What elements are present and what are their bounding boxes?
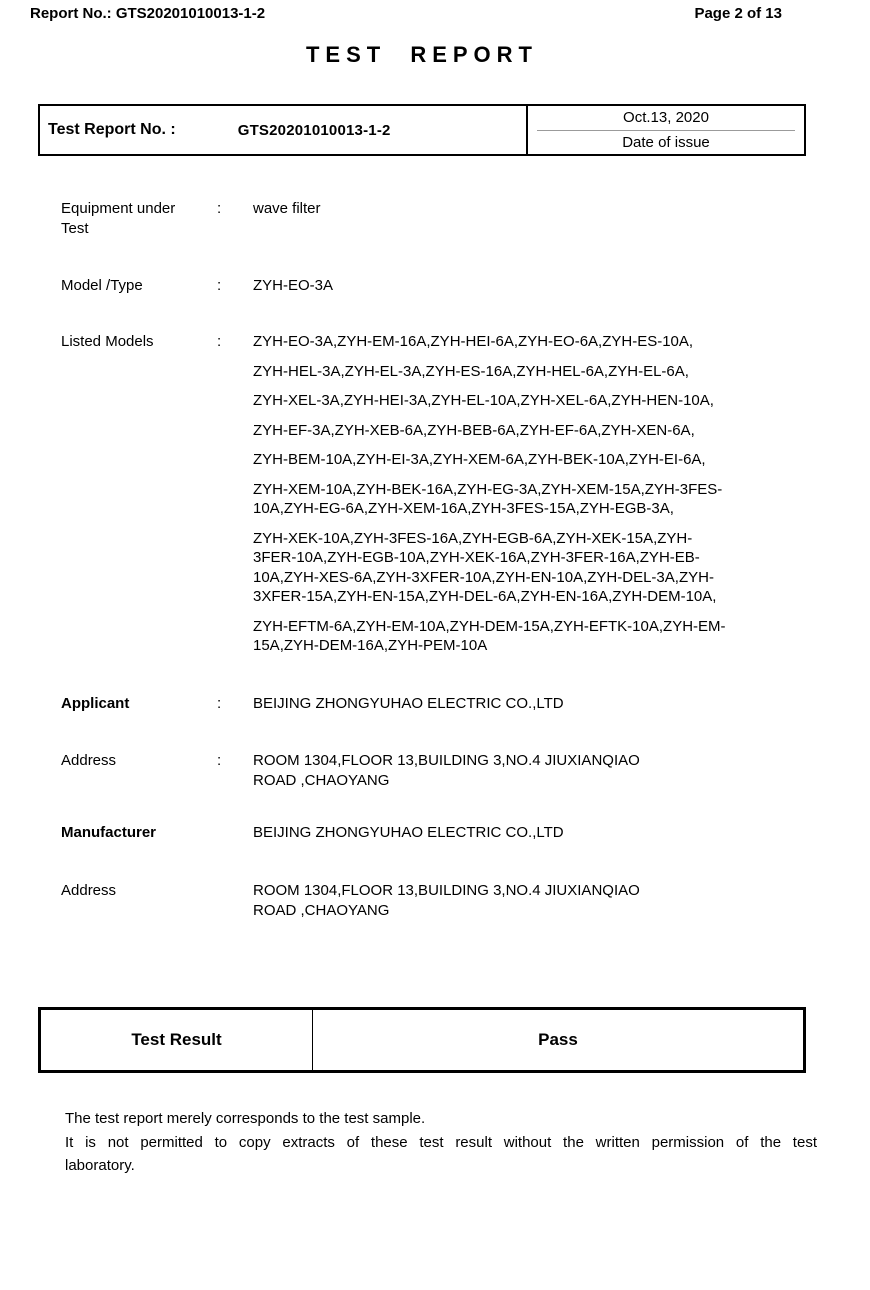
model-type-value: ZYH-EO-3A xyxy=(253,277,334,294)
report-number-cell xyxy=(40,106,528,154)
address-line: ROOM 1304,FLOOR 13,BUILDING 3,NO.4 JIUXIANQIAO xyxy=(253,752,640,769)
manufacturer-address-value xyxy=(253,881,833,921)
test-result-table xyxy=(38,1007,806,1073)
page-title: TEST REPORT xyxy=(305,42,538,67)
report-no-label: Test Report No. : xyxy=(48,121,176,138)
model-list-paragraph xyxy=(253,332,833,352)
model-list-paragraph xyxy=(253,421,833,441)
model-list-line: ZYH-EFTM-6A,ZYH-EM-10A,ZYH-DEM-15A,ZYH-EFTK-10A,ZYH-EM- xyxy=(253,617,726,635)
model-list-paragraph xyxy=(253,362,833,382)
field-colon xyxy=(217,823,253,843)
field-colon: : xyxy=(217,333,222,350)
manufacturer-value: BEIJING ZHONGYUHAO ELECTRIC CO.,LTD xyxy=(253,824,564,841)
report-no-value: GTS20201010013-1-2 xyxy=(237,121,391,139)
model-list-line: ZYH-XEL-3A,ZYH-HEI-3A,ZYH-EL-10A,ZYH-XEL-6A,ZYH-HEN-10A, xyxy=(253,392,714,409)
report-number-table xyxy=(38,104,806,156)
model-list-paragraph xyxy=(253,450,833,470)
model-list-line: ZYH-EF-3A,ZYH-XEB-6A,ZYH-BEB-6A,ZYH-EF-6A,ZYH-XEN-6A, xyxy=(253,421,695,439)
field-colon: : xyxy=(217,752,222,769)
header-page-number: Page 2 of 13 xyxy=(694,5,782,22)
field-listed-models xyxy=(61,332,833,656)
field-label: Listed Models xyxy=(61,333,154,350)
field-manufacturer-address xyxy=(61,881,833,921)
field-colon: : xyxy=(217,695,222,712)
issue-date: Oct.13, 2020 xyxy=(537,106,795,131)
disclaimer-line: The test report merely corresponds to the test sample. xyxy=(65,1110,426,1127)
field-colon: : xyxy=(217,200,222,217)
date-of-issue-label: Date of issue xyxy=(622,133,710,151)
field-label: Address xyxy=(61,882,117,899)
date-of-issue-cell xyxy=(528,106,804,154)
model-list-line: 10A,ZYH-EG-6A,ZYH-XEM-16A,ZYH-3FES-15A,ZYH-EGB-3A, xyxy=(253,500,674,517)
footer-disclaimer xyxy=(65,1107,817,1178)
disclaimer-line: laboratory. xyxy=(65,1157,135,1174)
field-label: Equipment under Test xyxy=(61,200,176,237)
page-header xyxy=(30,5,782,23)
model-list-paragraph xyxy=(253,617,833,656)
field-label: Manufacturer xyxy=(61,824,157,841)
field-applicant-address xyxy=(61,751,833,791)
model-list-paragraph xyxy=(253,480,833,519)
disclaimer-line: It is not permitted to copy extracts of these test result without the written permission of the test xyxy=(65,1133,817,1151)
model-list-line: ZYH-BEM-10A,ZYH-EI-3A,ZYH-XEM-6A,ZYH-BEK-10A,ZYH-EI-6A, xyxy=(253,451,706,468)
model-list-line: 3XFER-15A,ZYH-EN-15A,ZYH-DEL-6A,ZYH-EN-16A,ZYH-DEM-10A, xyxy=(253,588,717,605)
field-label: Model /Type xyxy=(61,277,143,294)
address-line: ROOM 1304,FLOOR 13,BUILDING 3,NO.4 JIUXIANQIAO xyxy=(253,882,640,899)
equipment-value: wave filter xyxy=(253,200,321,217)
listed-models-value xyxy=(253,332,833,656)
model-list-line: 3FER-10A,ZYH-EGB-10A,ZYH-XEK-16A,ZYH-3FER-16A,ZYH-EB- xyxy=(253,549,700,566)
model-list-line: ZYH-HEL-3A,ZYH-EL-3A,ZYH-ES-16A,ZYH-HEL-6A,ZYH-EL-6A, xyxy=(253,362,689,380)
model-list-line: ZYH-EO-3A,ZYH-EM-16A,ZYH-HEI-6A,ZYH-EO-6A,ZYH-ES-10A, xyxy=(253,333,694,350)
model-list-paragraph xyxy=(253,391,833,411)
applicant-value: BEIJING ZHONGYUHAO ELECTRIC CO.,LTD xyxy=(253,695,564,712)
applicant-address-value xyxy=(253,751,833,791)
model-list-line: 15A,ZYH-DEM-16A,ZYH-PEM-10A xyxy=(253,637,488,654)
field-label: Address xyxy=(61,752,117,769)
test-result-value: Pass xyxy=(538,1030,578,1049)
address-line: ROAD ,CHAOYANG xyxy=(253,772,390,789)
header-report-no: Report No.: GTS20201010013-1-2 xyxy=(30,5,266,22)
model-list-line: 10A,ZYH-XES-6A,ZYH-3XFER-10A,ZYH-EN-10A,ZYH-DEL-3A,ZYH- xyxy=(253,568,714,586)
address-line: ROAD ,CHAOYANG xyxy=(253,902,390,919)
field-equipment-under-test xyxy=(61,199,833,239)
field-label: Applicant xyxy=(61,695,130,712)
model-list-paragraph xyxy=(253,529,833,607)
test-result-label: Test Result xyxy=(41,1010,313,1070)
field-colon xyxy=(217,881,253,921)
field-manufacturer xyxy=(61,823,833,843)
field-model-type xyxy=(61,276,833,296)
model-list-line: ZYH-XEK-10A,ZYH-3FES-16A,ZYH-EGB-6A,ZYH-XEK-15A,ZYH- xyxy=(253,529,693,547)
model-list-line: ZYH-XEM-10A,ZYH-BEK-16A,ZYH-EG-3A,ZYH-XEM-15A,ZYH-3FES- xyxy=(253,480,723,498)
field-applicant xyxy=(61,694,833,714)
field-colon: : xyxy=(217,277,222,294)
